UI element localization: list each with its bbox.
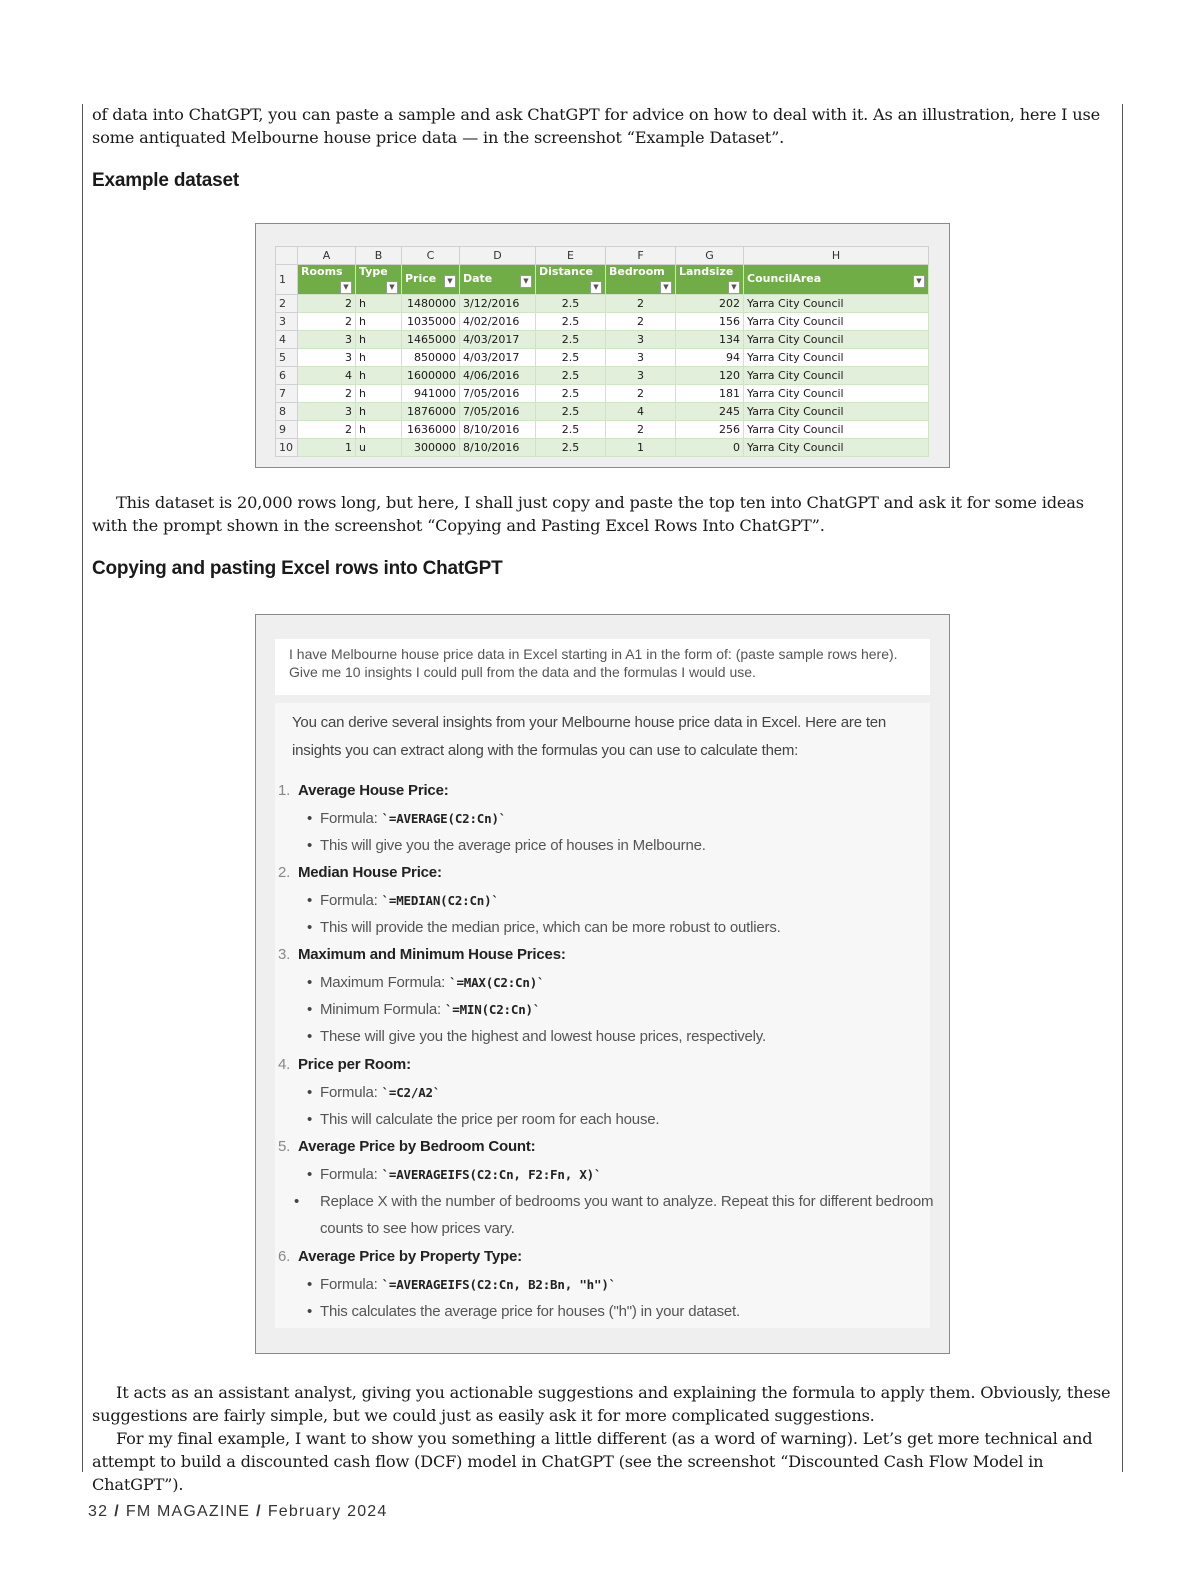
- bullet-icon: •: [307, 1303, 313, 1320]
- item-number: 6.: [278, 1248, 291, 1265]
- item-title: Price per Room:: [298, 1056, 411, 1073]
- cell-price[interactable]: 1035000: [402, 313, 460, 331]
- cell-date[interactable]: 8/10/2016: [460, 421, 536, 439]
- bullet-icon: •: [307, 1166, 313, 1183]
- formula-code: `=MAX(C2:Cn)`: [449, 975, 545, 990]
- cell-distance[interactable]: 2.5: [536, 385, 606, 403]
- cell-councilarea[interactable]: Yarra City Council: [744, 367, 929, 385]
- table-row: [276, 313, 929, 331]
- detail-label: Formula:: [320, 810, 382, 827]
- cell-rooms[interactable]: 2: [298, 385, 356, 403]
- table-row: [276, 349, 929, 367]
- chat-response: [275, 703, 934, 1328]
- row-number[interactable]: 9: [276, 421, 298, 439]
- item-number: 5.: [278, 1138, 291, 1155]
- cell-landsize[interactable]: 0: [676, 439, 744, 457]
- bullet-icon: •: [294, 1193, 300, 1210]
- header-label: Price: [405, 271, 437, 285]
- bullet-icon: •: [307, 1001, 313, 1018]
- cell-landsize[interactable]: 156: [676, 313, 744, 331]
- cell-councilarea[interactable]: Yarra City Council: [744, 295, 929, 313]
- header-label: CouncilArea: [747, 271, 822, 285]
- filter-dropdown-icon[interactable]: ▼: [386, 281, 398, 294]
- heading-copy-paste: Copying and pasting Excel rows into ChatGPT: [92, 558, 503, 579]
- column-header-a[interactable]: A: [298, 247, 356, 265]
- detail-label: Formula:: [320, 892, 382, 909]
- detail-text: This calculates the average price for houses ("h") in your dataset.: [320, 1303, 740, 1320]
- row-number[interactable]: 2: [276, 295, 298, 313]
- cell-distance[interactable]: 2.5: [536, 313, 606, 331]
- insight-detail: [307, 1271, 922, 1298]
- bullet-icon: •: [307, 1084, 313, 1101]
- paragraph-text: It acts as an assistant analyst, giving you actionable suggestions and explaining the formula to apply them. Obviously, these suggestions are fairly simple, but we could just as easily ask it for more complicated suggestions.: [92, 1383, 1111, 1425]
- header-cell-councilarea: [744, 265, 929, 295]
- filter-dropdown-icon[interactable]: ▼: [520, 275, 532, 288]
- cell-distance[interactable]: 2.5: [536, 331, 606, 349]
- page-number: 32: [88, 1503, 109, 1520]
- chat-prompt-message: I have Melbourne house price data in Excel starting in A1 in the form of: (paste sample rows here). Give me 10 insights I could pull from the data and the formulas I would use.: [275, 639, 930, 695]
- insight-detail: [307, 1161, 922, 1188]
- cell-type[interactable]: h: [356, 295, 402, 313]
- cell-councilarea[interactable]: Yarra City Council: [744, 313, 929, 331]
- cell-councilarea[interactable]: Yarra City Council: [744, 403, 929, 421]
- cell-distance[interactable]: 2.5: [536, 295, 606, 313]
- cell-price[interactable]: 850000: [402, 349, 460, 367]
- column-header-f[interactable]: F: [606, 247, 676, 265]
- header-label: Date: [463, 271, 493, 285]
- cell-bedroom[interactable]: 2: [606, 421, 676, 439]
- insight-item: [278, 859, 918, 886]
- cell-councilarea[interactable]: Yarra City Council: [744, 439, 929, 457]
- column-header-g[interactable]: G: [676, 247, 744, 265]
- cell-date[interactable]: 8/10/2016: [460, 439, 536, 457]
- cell-bedroom[interactable]: 4: [606, 403, 676, 421]
- cell-type[interactable]: h: [356, 331, 402, 349]
- paragraph-text: This dataset is 20,000 rows long, but here, I shall just copy and paste the top ten into ChatGPT and ask it for some ideas with the prompt shown in the screenshot “Copying and Pasting Excel Rows Into ChatGPT”.: [92, 493, 1084, 535]
- response-intro: You can derive several insights from your Melbourne house price data in Excel. Here are ten insights you can extract along with the formulas you can use to calculate them:: [292, 714, 887, 759]
- cell-rooms[interactable]: 2: [298, 295, 356, 313]
- left-margin-rule: [82, 104, 83, 1472]
- cell-councilarea[interactable]: Yarra City Council: [744, 349, 929, 367]
- cell-rooms[interactable]: 2: [298, 421, 356, 439]
- formula-code: `=C2/A2`: [381, 1085, 441, 1100]
- row-number[interactable]: 5: [276, 349, 298, 367]
- insight-detail: [307, 1106, 922, 1133]
- detail-label: Formula:: [320, 1084, 382, 1101]
- detail-label: Formula:: [320, 1166, 382, 1183]
- cell-landsize[interactable]: 94: [676, 349, 744, 367]
- cell-councilarea[interactable]: Yarra City Council: [744, 421, 929, 439]
- excel-sheet: [275, 246, 929, 457]
- detail-text: This will calculate the price per room for each house.: [320, 1111, 660, 1128]
- heading-example-dataset: Example dataset: [92, 170, 239, 191]
- cell-date[interactable]: 7/05/2016: [460, 385, 536, 403]
- table-row: [276, 331, 929, 349]
- cell-price[interactable]: 941000: [402, 385, 460, 403]
- filter-dropdown-icon[interactable]: ▼: [913, 275, 925, 288]
- table-row: [276, 367, 929, 385]
- header-cell-rooms: [298, 265, 356, 295]
- magazine-name: FM MAGAZINE: [125, 1503, 251, 1520]
- cell-price[interactable]: 300000: [402, 439, 460, 457]
- formula-code: `=MIN(C2:Cn)`: [444, 1002, 541, 1017]
- column-header-c[interactable]: C: [402, 247, 460, 265]
- cell-bedroom[interactable]: 3: [606, 331, 676, 349]
- cell-price[interactable]: 1480000: [402, 295, 460, 313]
- insight-detail: [307, 914, 922, 941]
- cell-landsize[interactable]: 245: [676, 403, 744, 421]
- cell-landsize[interactable]: 202: [676, 295, 744, 313]
- cell-date[interactable]: 4/03/2017: [460, 331, 536, 349]
- cell-type[interactable]: h: [356, 313, 402, 331]
- insight-detail: [307, 1079, 922, 1106]
- paragraph-intro: of data into ChatGPT, you can paste a sample and ask ChatGPT for advice on how to deal with it. As an illustration, here I use some antiquated Melbourne house price data — in the screenshot “Example Dataset”.: [92, 105, 1101, 147]
- header-label: Rooms: [301, 265, 343, 278]
- item-title: Maximum and Minimum House Prices:: [298, 946, 566, 963]
- cell-rooms[interactable]: 4: [298, 367, 356, 385]
- cell-type[interactable]: h: [356, 349, 402, 367]
- cell-price[interactable]: 1876000: [402, 403, 460, 421]
- select-all-corner[interactable]: [276, 247, 298, 265]
- cell-rooms[interactable]: 3: [298, 403, 356, 421]
- cell-type[interactable]: h: [356, 385, 402, 403]
- bullet-icon: •: [307, 810, 313, 827]
- column-header-e[interactable]: E: [536, 247, 606, 265]
- cell-bedroom[interactable]: 2: [606, 313, 676, 331]
- insight-item: [278, 1051, 918, 1078]
- filter-dropdown-icon[interactable]: ▼: [340, 281, 352, 294]
- cell-rooms[interactable]: 3: [298, 349, 356, 367]
- cell-distance[interactable]: 2.5: [536, 421, 606, 439]
- cell-rooms[interactable]: 2: [298, 313, 356, 331]
- insight-detail: [307, 1298, 922, 1325]
- cell-rooms[interactable]: 1: [298, 439, 356, 457]
- insight-item: [278, 1133, 918, 1160]
- cell-distance[interactable]: 2.5: [536, 439, 606, 457]
- issue-date: February 2024: [267, 1503, 388, 1520]
- table-row: [276, 421, 929, 439]
- cell-date[interactable]: 4/02/2016: [460, 313, 536, 331]
- item-number: 4.: [278, 1056, 291, 1073]
- detail-text: These will give you the highest and lowest house prices, respectively.: [320, 1028, 766, 1045]
- header-label: Bedroom: [609, 265, 665, 278]
- formula-code: `=MEDIAN(C2:Cn)`: [381, 893, 499, 908]
- insight-item: [278, 941, 918, 968]
- cell-bedroom[interactable]: 3: [606, 349, 676, 367]
- row-number[interactable]: 10: [276, 439, 298, 457]
- paragraph-text: For my final example, I want to show you something a little different (as a word of warning). Let’s get more technical and attempt to build a discounted cash flow (DCF) model in ChatGPT (see the screenshot “Discounted Cash Flow Model in ChatGPT”).: [92, 1429, 1093, 1494]
- cell-type[interactable]: h: [356, 367, 402, 385]
- footer-separator: /: [256, 1503, 262, 1520]
- row-number[interactable]: 1: [276, 265, 298, 295]
- insight-detail: [307, 1023, 922, 1050]
- column-header-b[interactable]: B: [356, 247, 402, 265]
- right-margin-rule: [1122, 104, 1123, 1472]
- bullet-icon: •: [307, 892, 313, 909]
- paragraph-final-example: [92, 1427, 1112, 1496]
- insight-item: [278, 1243, 918, 1270]
- table-row: [276, 385, 929, 403]
- formula-code: `=AVERAGEIFS(C2:Cn, B2:Bn, "h")`: [381, 1277, 616, 1292]
- cell-date[interactable]: 3/12/2016: [460, 295, 536, 313]
- cell-price[interactable]: 1465000: [402, 331, 460, 349]
- insight-detail: [307, 887, 922, 914]
- cell-bedroom[interactable]: 3: [606, 367, 676, 385]
- figure-chatgpt-screenshot: [255, 614, 950, 1354]
- detail-text: This will provide the median price, which can be more robust to outliers.: [320, 919, 781, 936]
- header-cell-price: [402, 265, 460, 295]
- cell-distance[interactable]: 2.5: [536, 367, 606, 385]
- row-number[interactable]: 3: [276, 313, 298, 331]
- filter-dropdown-icon[interactable]: ▼: [590, 281, 602, 294]
- bullet-icon: •: [307, 974, 313, 991]
- item-title: Average Price by Bedroom Count:: [298, 1138, 536, 1155]
- cell-date[interactable]: 4/03/2017: [460, 349, 536, 367]
- cell-type[interactable]: h: [356, 403, 402, 421]
- paragraph-assistant-analyst: [92, 1381, 1112, 1427]
- row-number[interactable]: 4: [276, 331, 298, 349]
- header-cell-distance: [536, 265, 606, 295]
- cell-bedroom[interactable]: 2: [606, 295, 676, 313]
- cell-date[interactable]: 7/05/2016: [460, 403, 536, 421]
- cell-landsize[interactable]: 256: [676, 421, 744, 439]
- cell-councilarea[interactable]: Yarra City Council: [744, 331, 929, 349]
- sheet-body: [276, 295, 929, 457]
- column-header-h[interactable]: H: [744, 247, 929, 265]
- cell-bedroom[interactable]: 2: [606, 385, 676, 403]
- column-header-d[interactable]: D: [460, 247, 536, 265]
- filter-dropdown-icon[interactable]: ▼: [660, 281, 672, 294]
- item-number: 3.: [278, 946, 291, 963]
- detail-text: This will give you the average price of houses in Melbourne.: [320, 837, 706, 854]
- figure-example-dataset: [255, 223, 950, 468]
- header-label: Type: [359, 265, 388, 278]
- insight-detail: [307, 805, 922, 832]
- cell-councilarea[interactable]: Yarra City Council: [744, 385, 929, 403]
- detail-text: Replace X with the number of bedrooms you want to analyze. Repeat this for different bedroom counts to see how prices vary.: [320, 1193, 934, 1237]
- header-cell-date: [460, 265, 536, 295]
- cell-landsize[interactable]: 181: [676, 385, 744, 403]
- detail-label: Formula:: [320, 1276, 382, 1293]
- insight-detail: [307, 996, 922, 1023]
- insight-item: [278, 777, 918, 804]
- table-header-row: [276, 265, 929, 295]
- header-cell-landsize: [676, 265, 744, 295]
- bullet-icon: •: [307, 1111, 313, 1128]
- insight-detail: [307, 832, 922, 859]
- cell-price[interactable]: 1600000: [402, 367, 460, 385]
- detail-label: Maximum Formula:: [320, 974, 450, 991]
- detail-label: Minimum Formula:: [320, 1001, 445, 1018]
- bullet-icon: •: [307, 837, 313, 854]
- formula-code: `=AVERAGEIFS(C2:Cn, F2:Fn, X)`: [381, 1167, 602, 1182]
- row-number[interactable]: 6: [276, 367, 298, 385]
- cell-distance[interactable]: 2.5: [536, 349, 606, 367]
- insight-detail: [307, 969, 922, 996]
- cell-landsize[interactable]: 120: [676, 367, 744, 385]
- table-row: [276, 403, 929, 421]
- formula-code: `=AVERAGE(C2:Cn)`: [381, 811, 507, 826]
- header-cell-type: [356, 265, 402, 295]
- item-title: Average Price by Property Type:: [298, 1248, 522, 1265]
- table-row: [276, 295, 929, 313]
- item-title: Median House Price:: [298, 864, 442, 881]
- footer-separator: /: [114, 1503, 120, 1520]
- item-number: 2.: [278, 864, 291, 881]
- cell-bedroom[interactable]: 1: [606, 439, 676, 457]
- header-cell-bedroom: [606, 265, 676, 295]
- item-number: 1.: [278, 782, 291, 799]
- table-row: [276, 439, 929, 457]
- column-letter-row: [276, 247, 929, 265]
- bullet-icon: •: [307, 1028, 313, 1045]
- cell-type[interactable]: u: [356, 439, 402, 457]
- cell-distance[interactable]: 2.5: [536, 403, 606, 421]
- insight-detail: [294, 1188, 935, 1242]
- cell-type[interactable]: h: [356, 421, 402, 439]
- cell-rooms[interactable]: 3: [298, 331, 356, 349]
- header-label: Distance: [539, 265, 593, 278]
- paragraph-dataset: [92, 491, 1112, 537]
- bullet-icon: •: [307, 1276, 313, 1293]
- filter-dropdown-icon[interactable]: ▼: [728, 281, 740, 294]
- page-footer: [88, 1503, 388, 1521]
- row-number[interactable]: 7: [276, 385, 298, 403]
- header-label: Landsize: [679, 265, 734, 278]
- row-number[interactable]: 8: [276, 403, 298, 421]
- bullet-icon: •: [307, 919, 313, 936]
- cell-landsize[interactable]: 134: [676, 331, 744, 349]
- cell-date[interactable]: 4/06/2016: [460, 367, 536, 385]
- item-title: Average House Price:: [298, 782, 449, 799]
- cell-price[interactable]: 1636000: [402, 421, 460, 439]
- filter-dropdown-icon[interactable]: ▼: [444, 275, 456, 288]
